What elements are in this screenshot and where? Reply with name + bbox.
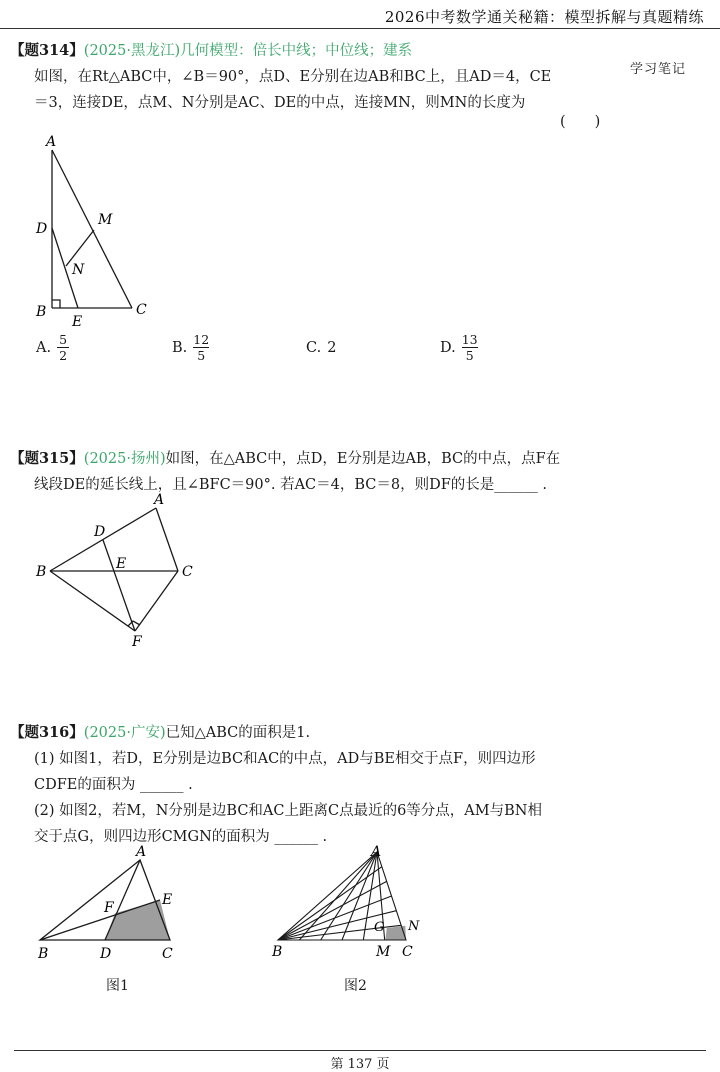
label-m: M [98,212,113,228]
label-e: E [116,556,127,572]
label-b: B [38,946,49,962]
option-b[interactable] [172,332,209,363]
answer-paren: ( ) [560,114,601,130]
right-angle-mark [128,621,140,626]
segment-mn [66,230,94,266]
figure-316-1 [30,840,190,965]
denominator: 5 [197,348,206,363]
label-n: N [72,262,85,278]
book-title: 2026中考数学通关秘籍：模型拆解与真题精练 [384,8,704,26]
figure-315 [30,490,210,650]
figure-314 [30,130,160,330]
segment-ac [52,150,132,308]
problem-header [10,38,610,64]
figure-316-2 [262,840,432,965]
segment-df [103,540,135,631]
segment-cf [135,571,178,631]
label-m: M [376,944,391,960]
problem-text-line: ＝3，连接DE，点M、N分别是AC、DE的中点，连接MN，则MN的长度为 [34,95,526,111]
page-header [0,0,720,30]
denominator: 2 [59,348,68,363]
label-a: A [371,844,382,860]
label-c: C [182,564,193,580]
problem-text-line: 交于点G，则四边形CMGN的面积为 ______ . [34,829,328,845]
option-a[interactable] [36,332,69,363]
fraction [193,332,209,363]
option-letter: A. [36,339,52,356]
label-a: A [136,844,147,860]
label-g: G [374,920,385,935]
problem-text-line: (2) 如图2，若M，N分别是边BC和AC上距离C点最近的6等分点，AM与BN相 [34,803,542,819]
problem-header [10,446,610,472]
problem-id: 【题314】 [10,42,84,59]
footer-rule [14,1050,706,1051]
problem-text: 已知△ABC的面积是1. [165,725,311,741]
numerator: 5 [59,332,68,347]
problem-text-line: 如图，在Rt△ABC中，∠B＝90°，点D、E分别在边AB和BC上，且AD＝4，CE [34,69,552,85]
page-number: 第 137 页 [330,1057,390,1072]
numerator: 13 [461,332,478,347]
denominator: 5 [465,348,474,363]
problem-source: (2025·黑龙江)几何模型：倍长中线；中位线；建系 [83,43,413,59]
option-letter: D. [440,339,456,356]
label-b: B [36,564,47,580]
label-d: D [36,221,48,237]
problem-text: 如图，在△ABC中，点D，E分别是边AB，BC的中点，点F在 [165,451,561,467]
label-n: N [408,919,420,934]
label-b: B [272,944,283,960]
segment-ac [156,508,178,571]
label-c: C [136,302,147,318]
label-e: E [162,892,173,908]
shaded-quad-cdfe [105,900,170,940]
problem-text-line: 线段DE的延长线上，且∠BFC＝90°. 若AC＝4，BC＝8，则DF的长是______ . [34,477,548,493]
answer-options [36,332,556,372]
option-c[interactable] [306,340,336,356]
problem-text-line: CDFE的面积为 ______ . [34,777,193,793]
shaded-quad-cmgn [385,926,406,940]
label-f: F [132,634,142,650]
figure-2-caption: 图2 [344,978,367,994]
figure-1-caption: 图1 [106,978,129,994]
label-a: A [46,134,57,150]
option-d[interactable] [440,332,478,363]
label-e: E [72,314,83,330]
segment-bf [50,571,135,631]
division-line-from-a [342,852,377,940]
label-d: D [94,524,106,540]
fraction [462,332,478,363]
label-c: C [402,944,413,960]
numerator: 12 [193,332,210,347]
option-value: 2 [327,340,337,356]
label-c: C [162,946,173,962]
problem-314 [10,38,610,116]
header-rule [0,28,720,29]
label-d: D [100,946,112,962]
option-letter: C. [306,340,322,356]
label-f: F [104,900,114,916]
fraction [57,332,69,363]
label-a: A [154,492,165,508]
label-b: B [36,304,47,320]
study-notes-label: 学习笔记 [630,62,687,77]
problem-header [10,720,610,746]
division-line-from-b [278,881,387,940]
problem-316 [10,720,610,850]
problem-id: 【题315】 [10,450,84,467]
problem-id: 【题316】 [10,724,84,741]
option-letter: B. [172,339,188,356]
problem-text-line: (1) 如图1，若D，E分别是边BC和AC的中点，AD与BE相交于点F，则四边形 [34,751,536,767]
problem-source: (2025·扬州) [83,451,166,467]
problem-source: (2025·广安) [83,725,166,741]
right-angle-mark [52,300,60,308]
